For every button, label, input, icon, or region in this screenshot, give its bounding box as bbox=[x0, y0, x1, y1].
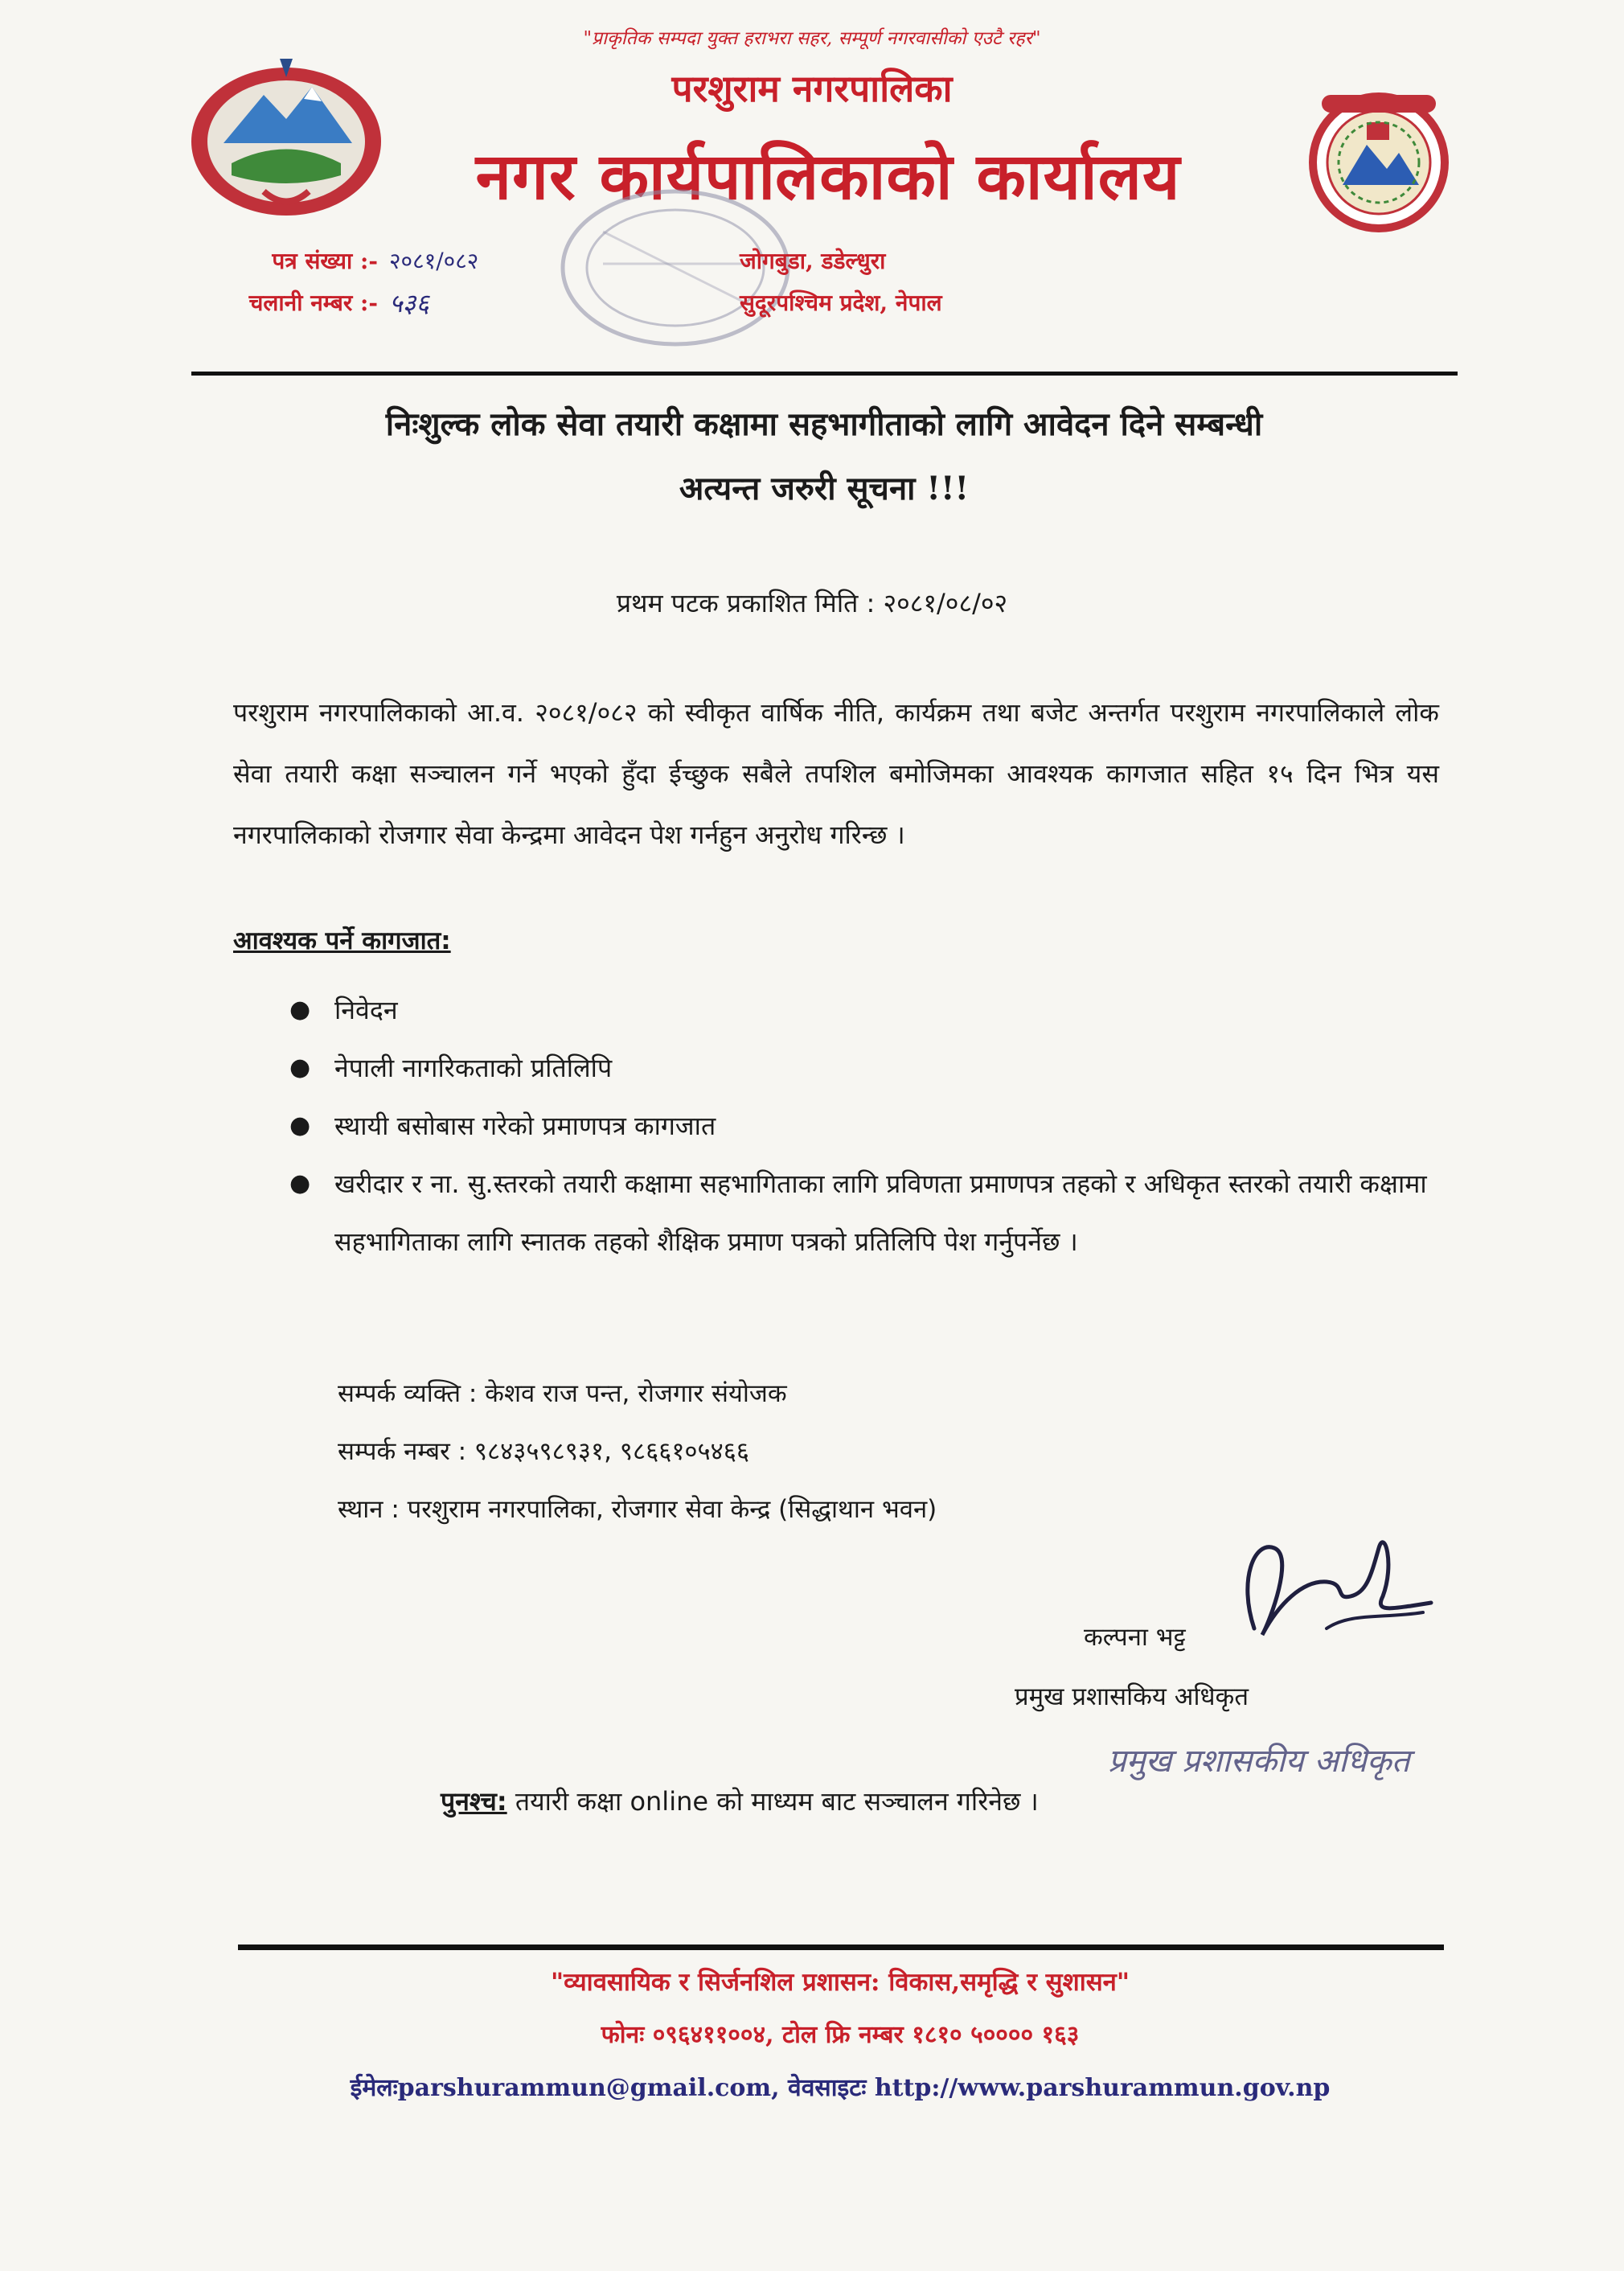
list-item bbox=[289, 1155, 1431, 1271]
dispatch-number-label: चलानी नम्बर :- bbox=[248, 290, 378, 316]
signature-icon bbox=[1206, 1532, 1439, 1653]
contact-number: सम्पर्क नम्बर : ९८४३५९८९३१, ९८६६१०५४६६ bbox=[338, 1437, 750, 1466]
list-item bbox=[289, 981, 1431, 1039]
footer-motto: "व्यावसायिक र सिर्जनशिल प्रशासन: विकास,समृद्धि र सुशासन" bbox=[550, 1968, 1130, 1997]
municipality-name: परशुराम नगरपालिका bbox=[671, 67, 953, 110]
designation-stamp: प्रमुख प्रशासकीय अधिकृत bbox=[1108, 1743, 1410, 1780]
required-documents-list bbox=[289, 981, 1431, 1271]
notice-title-line-1: निःशुल्क लोक सेवा तयारी कक्षामा सहभागीताको लागि आवेदन दिने सम्बन्धी bbox=[385, 405, 1263, 443]
bullet-icon: ● bbox=[289, 996, 311, 1024]
address-line-1: जोगबुडा, डडेल्धुरा bbox=[740, 248, 886, 274]
document-item-text: नेपाली नागरिकताको प्रतिलिपि bbox=[334, 1053, 613, 1083]
document-item-text: खरीदार र ना. सु.स्तरको तयारी कक्षामा सहभागिताका लागि प्रविणता प्रमाणपत्र तहको र अधिकृत स्तरको तयारी कक्षामा सहभागिताका लागि स्नातक तहको शैक्षिक प्रमाण पत्रको प्रतिलिपि पेश गर्नुपर्नेछ । bbox=[334, 1168, 1427, 1257]
footer bbox=[241, 1956, 1439, 2115]
office-title: नगर कार्यपालिकाको कार्यालय bbox=[475, 138, 1181, 214]
dispatch-number-value: ५३६ bbox=[389, 287, 429, 318]
bullet-icon: ● bbox=[289, 1169, 311, 1197]
list-item bbox=[289, 1097, 1431, 1155]
letterhead-motto: "प्राकृतिक सम्पदा युक्त हराभरा सहर, सम्पूर्ण नगरवासीको एउटै रहर" bbox=[583, 28, 1041, 49]
postscript bbox=[441, 1784, 1039, 1818]
contact-location: स्थान : परशुराम नगरपालिका, रोजगार सेवा केन्द्र (सिद्धाथान भवन) bbox=[338, 1495, 937, 1524]
ref-number-label: पत्र संख्या :- bbox=[272, 248, 378, 274]
footer-divider bbox=[238, 1945, 1444, 1950]
contact-block bbox=[338, 1364, 937, 1538]
header-divider bbox=[191, 372, 1458, 376]
published-date: प्रथम पटक प्रकाशित मिति : २०८१/०८/०२ bbox=[616, 588, 1008, 618]
document-item-text: निवेदन bbox=[334, 995, 398, 1025]
footer-contact-web: ईमेलःparshurammun@gmail.com, वेवसाइटः http://www.parshurammun.gov.np bbox=[350, 2074, 1331, 2102]
list-item bbox=[289, 1039, 1431, 1097]
municipality-logo-icon bbox=[1302, 88, 1455, 233]
notice-title-line-2: अत्यन्त जरुरी सूचना !!! bbox=[679, 470, 970, 507]
bullet-icon: ● bbox=[289, 1053, 311, 1082]
postscript-label: पुनश्च: bbox=[441, 1786, 507, 1817]
signer-role: प्रमुख प्रशासकिय अधिकृत bbox=[1015, 1682, 1249, 1711]
footer-phone: फोनः ०९६४११००४, टोल फ्रि नम्बर १८१० ५०००० १६३ bbox=[601, 2021, 1080, 2049]
bullet-icon: ● bbox=[289, 1111, 311, 1140]
document-item-text: स्थायी बसोबास गरेको प्रमाणपत्र कागजात bbox=[334, 1111, 716, 1141]
address-line-2: सुदूरपश्चिम प्रदेश, नेपाल bbox=[740, 290, 942, 316]
notice-heading bbox=[209, 392, 1439, 521]
required-documents-heading: आवश्यक पर्ने कागजात: bbox=[233, 926, 451, 955]
reference-block bbox=[225, 240, 478, 323]
contact-person: सम्पर्क व्यक्ति : केशव राज पन्त, रोजगार संयोजक bbox=[338, 1379, 787, 1408]
postscript-text: तयारी कक्षा online को माध्यम बाट सञ्चालन गरिनेछ । bbox=[515, 1786, 1039, 1817]
signer-name: कल्पना भट्ट bbox=[1084, 1623, 1186, 1652]
ref-number-value: २०८१/०८२ bbox=[389, 248, 479, 274]
notice-body: परशुराम नगरपालिकाको आ.व. २०८१/०८२ को स्वीकृत वार्षिक नीति, कार्यक्रम तथा बजेट अन्तर्गत परशुराम नगरपालिकाले लोक सेवा तयारी कक्षा सञ्चालन गर्ने भएको हुँदा ईच्छुक सबैले तपशिल बमोजिमका आवश्यक कागजात सहित १५ दिन भित्र यस नगरपालिकाको रोजगार सेवा केन्द्रमा आवेदन पेश गर्नहुन अनुरोध गरिन्छ । bbox=[233, 697, 1439, 850]
office-address bbox=[740, 240, 942, 323]
